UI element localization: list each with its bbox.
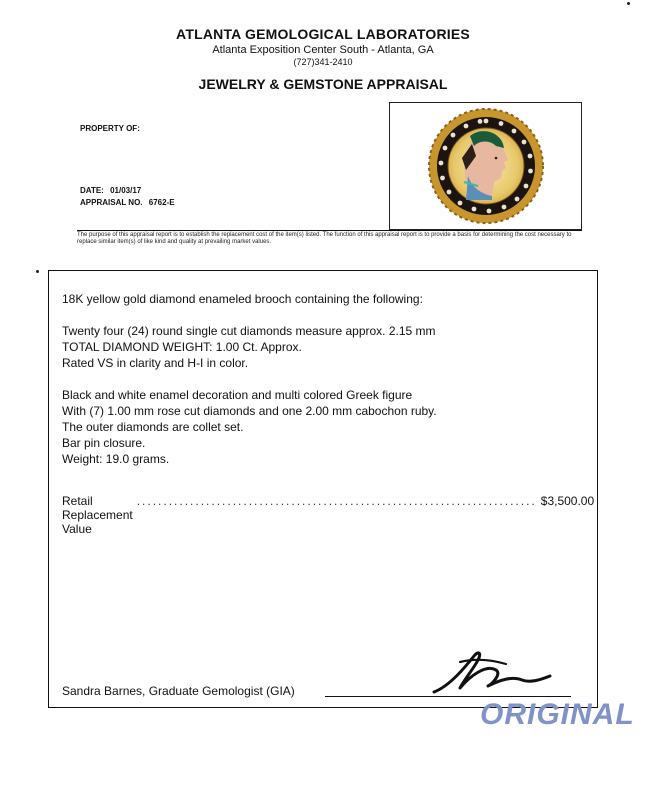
original-stamp: ORIGINAL: [480, 698, 635, 731]
description-line: 18K yellow gold diamond enameled brooch containing the following:: [62, 292, 423, 306]
corner-mark: [36, 270, 39, 273]
description-line: Weight: 19.0 grams.: [62, 452, 170, 466]
leader-dots: ...........................................................................: [136, 494, 537, 508]
description-line: The outer diamonds are collet set.: [62, 420, 244, 434]
description-line: TOTAL DIAMOND WEIGHT: 1.00 Ct. Approx.: [62, 340, 302, 354]
signature-line: [325, 696, 571, 697]
signature-mark: [430, 646, 560, 698]
retail-value-row: [62, 494, 595, 536]
appraisal-number-field: [80, 198, 175, 207]
retail-value-label: Retail Replacement Value: [62, 494, 133, 536]
date-label: DATE:: [80, 186, 104, 195]
lab-address: Atlanta Exposition Center South - Atlanta, GA: [212, 44, 434, 56]
brooch-image: [390, 103, 581, 229]
purpose-statement: The purpose of this appraisal report is to establish the replacement cost of the item(s) listed. The function of this appraisal report is to provide a basis for determining the cost necessary to replace similar item(s) of like kind and quality at prevailing market values.: [77, 230, 582, 246]
lab-header: [0, 26, 646, 67]
date-value: 01/03/17: [110, 186, 142, 195]
property-field: [80, 124, 144, 133]
description-line: Bar pin closure.: [62, 436, 146, 450]
signer-name: Sandra Barnes, Graduate Gemologist (GIA): [62, 684, 295, 698]
property-label: PROPERTY OF:: [80, 124, 140, 133]
description-line: Rated VS in clarity and H-I in color.: [62, 356, 249, 370]
description-line: With (7) 1.00 mm rose cut diamonds and one 2.00 mm cabochon ruby.: [62, 404, 437, 418]
item-photo: [389, 102, 582, 230]
document-title: JEWELRY & GEMSTONE APPRAISAL: [198, 76, 448, 92]
description-line: Twenty four (24) round single cut diamonds measure approx. 2.15 mm: [62, 324, 436, 338]
lab-name: ATLANTA GEMOLOGICAL LABORATORIES: [176, 26, 470, 42]
lab-phone: (727)341-2410: [293, 57, 353, 67]
appraisal-label: APPRAISAL NO.: [80, 198, 143, 207]
appraisal-value: 6762-E: [148, 198, 175, 207]
date-field: [80, 186, 141, 195]
retail-value-amount: $3,500.00: [540, 494, 595, 508]
description-line: Black and white enamel decoration and multi colored Greek figure: [62, 388, 413, 402]
item-description: [62, 291, 582, 467]
corner-mark: [627, 2, 630, 5]
